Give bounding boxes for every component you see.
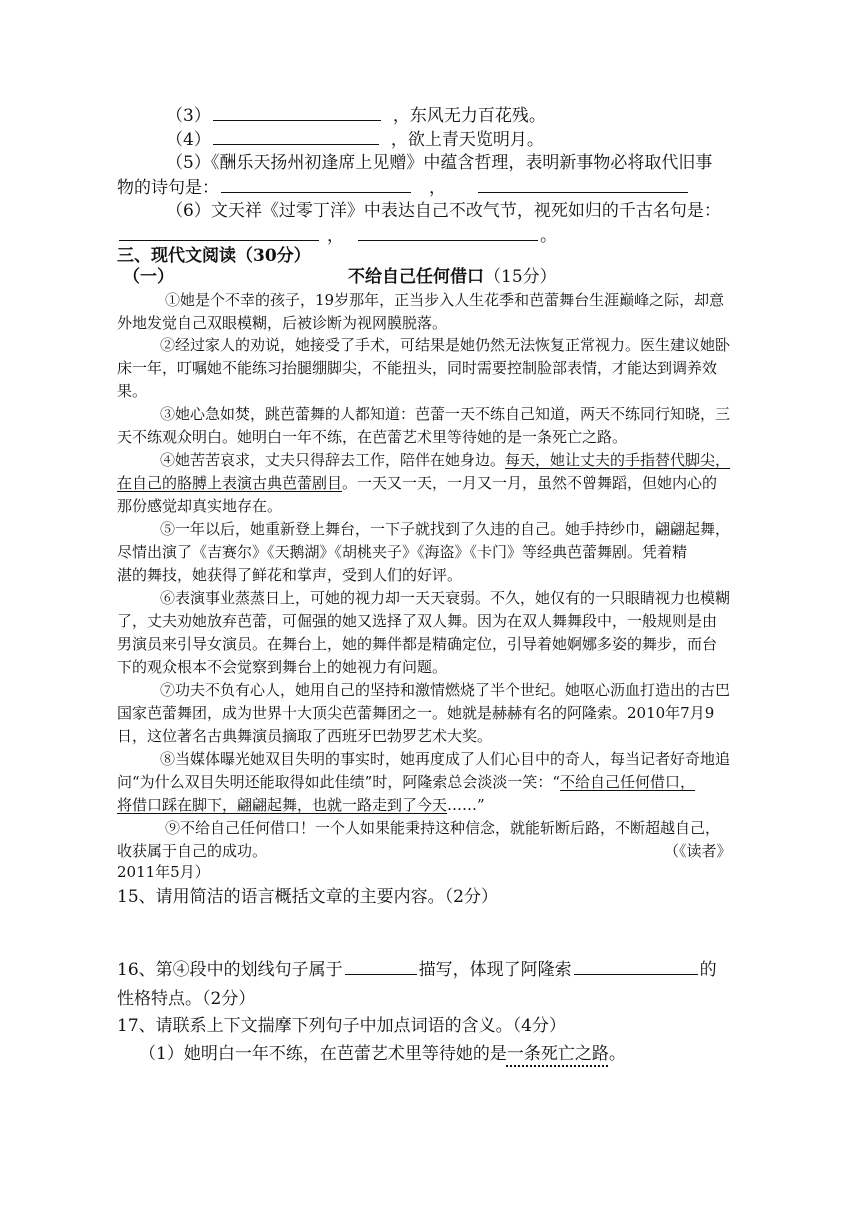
- underlined-sentence: 每天，她让丈夫的手指替代脚尖，: [505, 451, 731, 469]
- para-5: ⑤一年以后，她重新登上舞台，一下子就找到了久违的自己。她手持纱巾，翩翩起舞，: [160, 520, 731, 538]
- para-6: 下的观众根本不会觉察到舞台上的她视力有问题。: [117, 658, 448, 676]
- part-label: （一）: [123, 267, 174, 287]
- question-15: 15、请用简洁的语言概括文章的主要内容。（2分）: [117, 887, 498, 907]
- para-8: 问“为什么双目失明还能取得如此佳绩”时，阿隆索总会淡淡一笑：“不给自己任何借口，: [117, 773, 696, 791]
- underlined-sentence: 将借口踩在脚下，翩翩起舞，也就一路走到了今天: [117, 796, 448, 814]
- question-3: [166, 104, 546, 127]
- para-4: ④她苦苦哀求，丈夫只得辞去工作，陪伴在她身边。每天，她让丈夫的手指替代脚尖，: [160, 451, 731, 469]
- dotted-phrase: 一条死亡之路: [506, 1044, 609, 1064]
- para-6: ⑥表演事业蒸蒸日上，可她的视力却一天天衰弱。不久，她仅有的一只眼睛视力也模糊: [160, 589, 731, 607]
- para-3: ③她心急如焚，跳芭蕾舞的人都知道：芭蕾一天不练自己知道，两天不练同行知晓，三: [160, 405, 731, 423]
- para-3: 天不练观众明白。她明白一年不练，在芭蕾艺术里等待她的是一条死亡之路。: [117, 428, 628, 446]
- poem-line: ，东风无力百花残。: [392, 106, 546, 126]
- question-6-line2: ， 。: [117, 224, 557, 247]
- title-score: （15分）: [484, 267, 557, 287]
- para-7: ⑦功夫不负有心人，她用自己的坚持和激情燃烧了半个世纪。她呕心沥血打造出的古巴: [160, 681, 731, 699]
- section-heading: 三、现代文阅读（30分）: [117, 246, 311, 266]
- para-1: ①她是个不幸的孩子，19岁那年，正当步入人生花季和芭蕾舞台生涯巅峰之际，却意: [165, 291, 725, 309]
- answer-blank[interactable]: [119, 224, 319, 241]
- answer-blank[interactable]: [358, 224, 538, 241]
- para-8: ⑧当媒体曝光她双目失明的事实时，她再度成了人们心目中的奇人，每当记者好奇地追: [160, 750, 731, 768]
- para-5: 湛的舞技，她获得了鲜花和掌声，受到人们的好评。: [117, 566, 463, 584]
- answer-blank[interactable]: [478, 176, 688, 193]
- answer-blank[interactable]: [213, 104, 381, 121]
- question-4: [166, 128, 544, 151]
- para-6: 男演员来引导女演员。在舞台上，她的舞伴都是精确定位，引导着她婀娜多姿的舞步，而台: [117, 635, 718, 653]
- para-2: 床一年，叮嘱她不能练习抬腿绷脚尖，不能扭头，同时需要控制脸部表情，才能达到调养效: [117, 359, 718, 377]
- underlined-sentence: 不给自己任何借口，: [560, 773, 696, 791]
- question-17: 17、请联系上下文揣摩下列句子中加点词语的含义。（4分）: [117, 1016, 566, 1036]
- underlined-sentence: 在自己的胳膊上表演古典芭蕾剧目: [117, 474, 343, 492]
- para-5: 尽情出演了《吉赛尔》《天鹅湖》《胡桃夹子》《海盗》《卡门》等经典芭蕾舞剧。凭着精: [117, 543, 688, 561]
- article-title: 不给自己任何借口（15分）: [348, 267, 557, 287]
- source-citation: 2011年5月）: [117, 863, 210, 881]
- question-5-line1: （5）《酬乐天扬州初逢席上见赠》中蕴含哲理，表明新事物必将取代旧事: [166, 153, 713, 173]
- para-4: 在自己的胳膊上表演古典芭蕾剧目。一天又一天，一月又一月，虽然不曾舞蹈，但她内心的: [117, 474, 718, 492]
- para-2: ②经过家人的劝说，她接受了手术，可结果是她仍然无法恢复正常视力。医生建议她卧: [160, 336, 731, 354]
- poem-line: ，欲上青天览明月。: [390, 130, 544, 150]
- question-16-line2: 性格特点。（2分）: [117, 989, 256, 1009]
- question-number: （4）: [166, 130, 211, 150]
- para-9: ⑨不给自己任何借口！一个人如果能秉持这种信念，就能斩断后路，不断超越自己，: [165, 819, 721, 837]
- para-1: 外地发觉自己双眼模糊，后被诊断为视网膜脱落。: [117, 314, 448, 332]
- question-16: 16、第④段中的划线句子属于 描写，体现了阿隆索 的: [117, 960, 717, 980]
- para-8: 将借口踩在脚下，翩翩起舞，也就一路走到了今天……”: [117, 796, 485, 814]
- para-7: 日，这位著名古典舞演员摘取了西班牙巴勃罗艺术大奖。: [117, 727, 493, 745]
- source-citation: （《读者》: [664, 842, 732, 860]
- answer-blank[interactable]: [345, 958, 417, 975]
- para-6: 了，丈夫劝她放弃芭蕾，可倔强的她又选择了双人舞。因为在双人舞舞段中，一般规则是由: [117, 612, 718, 630]
- question-17-1: （1）她明白一年不练，在芭蕾艺术里等待她的是一条死亡之路。: [139, 1044, 626, 1064]
- question-number: （3）: [166, 106, 211, 126]
- para-4: 那份感觉却真实地存在。: [117, 497, 283, 515]
- answer-blank[interactable]: [574, 958, 698, 975]
- para-9: 收获属于自己的成功。: [117, 842, 268, 860]
- para-7: 国家芭蕾舞团，成为世界十大顶尖芭蕾舞团之一。她就是赫赫有名的阿隆索。2010年7月9: [117, 704, 715, 722]
- question-6-line1: （6）文天祥《过零丁洋》中表达自己不改气节，视死如归的千古名句是：: [166, 201, 721, 221]
- answer-blank[interactable]: [213, 128, 379, 145]
- answer-blank[interactable]: [221, 176, 411, 193]
- para-2: 果。: [117, 382, 148, 400]
- question-5-line2: 物的诗句是： ，: [117, 176, 690, 199]
